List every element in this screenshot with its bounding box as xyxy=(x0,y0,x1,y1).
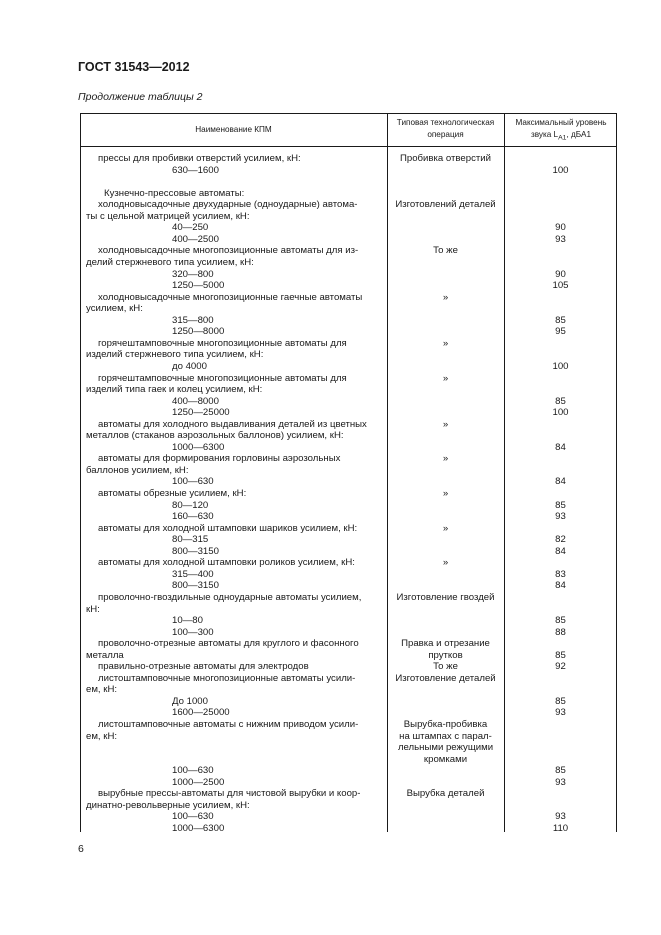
cell-operation: на штампах с парал- xyxy=(399,730,492,742)
table-row xyxy=(80,546,617,558)
cell-noise-level: 85 xyxy=(555,765,566,777)
cell-operation: Правка и отрезание xyxy=(401,638,490,650)
cell-name: усилием, кН: xyxy=(86,303,143,315)
table-row xyxy=(80,557,617,569)
table-row xyxy=(80,707,617,719)
table-row xyxy=(80,604,617,616)
cell-noise-level: 92 xyxy=(555,661,566,673)
table-row xyxy=(80,661,617,673)
cell-noise-level: 93 xyxy=(555,233,566,245)
cell-name: Кузнечно-прессовые автоматы: xyxy=(104,187,245,199)
cell-noise-level: 93 xyxy=(555,811,566,823)
cell-operation: Пробивка отверстий xyxy=(399,153,491,164)
column-header-name: Наименование КПМ xyxy=(195,125,272,134)
cell-name: 100—300 xyxy=(172,626,214,638)
document-code: ГОСТ 31543—2012 xyxy=(78,60,190,74)
table-row xyxy=(80,684,617,696)
table-row xyxy=(80,800,617,812)
table-row xyxy=(80,580,617,592)
cell-name: ем, кН: xyxy=(86,684,118,696)
cell-noise-level: 84 xyxy=(555,476,566,488)
cell-name: 10—80 xyxy=(172,615,203,626)
table-row xyxy=(80,211,617,223)
cell-name: 100—630 xyxy=(172,476,214,488)
cell-name: 80—120 xyxy=(172,499,209,511)
cell-name: 80—315 xyxy=(172,534,209,546)
table-row xyxy=(80,638,617,650)
cell-name: листоштамповочные многопозиционные автоматы усили- xyxy=(98,672,356,684)
cell-operation: » xyxy=(442,337,449,349)
cell-noise-level: 88 xyxy=(555,626,566,638)
cell-name: 315—800 xyxy=(172,314,214,326)
cell-name: 1000—2500 xyxy=(172,776,225,788)
table-row xyxy=(80,269,617,281)
table-row xyxy=(80,754,617,766)
cell-operation: Вырубка-пробивка xyxy=(403,719,488,730)
table-row xyxy=(80,338,617,350)
table-row xyxy=(80,292,617,304)
cell-name: ты с цельной матрицей усилием, кН: xyxy=(86,210,250,222)
table-row xyxy=(80,396,617,408)
cell-name: 100—630 xyxy=(172,811,214,823)
table-row xyxy=(80,765,617,777)
cell-noise-level: 100 xyxy=(552,360,569,372)
cell-noise-level: 93 xyxy=(555,707,566,719)
table-row xyxy=(80,592,617,604)
table-row xyxy=(80,349,617,361)
cell-name: горячештамповочные многопозиционные автоматы для xyxy=(98,337,347,349)
table-row xyxy=(80,257,617,269)
cell-name: холодновысадочные двухударные (одноударные) автома- xyxy=(98,199,358,211)
cell-name: 1600—25000 xyxy=(172,707,230,719)
cell-noise-level: 85 xyxy=(555,395,566,407)
column-header-noise-level: Максимальный уровень звука $L_{A1}$, дБА1 xyxy=(515,118,607,142)
cell-name: проволочно-гвоздильные одноударные автоматы усилием, xyxy=(98,591,362,603)
cell-name: 800—3150 xyxy=(172,580,219,592)
cell-noise-level: 85 xyxy=(555,499,566,511)
noise-table xyxy=(80,113,617,832)
table-row xyxy=(80,384,617,396)
cell-name: 800—3150 xyxy=(172,545,219,557)
table-row xyxy=(80,188,617,200)
cell-name: 400—2500 xyxy=(172,233,219,245)
table-row xyxy=(80,742,617,754)
cell-name: листоштамповочные автоматы с нижним приводом усили- xyxy=(98,719,359,730)
cell-noise-level: 84 xyxy=(555,580,566,592)
table-row xyxy=(80,523,617,535)
table-caption: Продолжение таблицы 2 xyxy=(78,91,203,103)
cell-name: проволочно-отрезные автоматы для круглого и фасонного xyxy=(98,638,359,650)
table-header-rule xyxy=(80,146,617,147)
cell-name: баллонов усилием, кН: xyxy=(86,464,189,476)
cell-operation: » xyxy=(442,522,449,534)
cell-operation: лельными режущими xyxy=(397,742,494,754)
cell-name: правильно-отрезные автоматы для электродов xyxy=(98,661,309,673)
cell-name: изделий типа гаек и колец усилием, кН: xyxy=(86,384,263,395)
table-row xyxy=(80,731,617,743)
table-row xyxy=(80,488,617,500)
cell-name: прессы для пробивки отверстий усилием, кН: xyxy=(98,153,301,164)
cell-noise-level: 85 xyxy=(555,695,566,707)
table-row xyxy=(80,719,617,731)
cell-operation: » xyxy=(442,291,449,303)
table-row xyxy=(80,234,617,246)
table-row xyxy=(80,373,617,385)
cell-operation: » xyxy=(442,372,449,384)
table-row xyxy=(80,199,617,211)
cell-name: 100—630 xyxy=(172,765,214,777)
cell-name: 1250—25000 xyxy=(172,407,230,419)
table-row xyxy=(80,165,617,177)
cell-name: автоматы обрезные усилием, кН: xyxy=(98,488,247,499)
cell-name: 400—8000 xyxy=(172,395,219,407)
cell-name: делий стержневого типа усилием, кН: xyxy=(86,256,254,268)
cell-noise-level: 100 xyxy=(552,407,569,419)
cell-name: До 1000 xyxy=(172,695,208,707)
cell-noise-level: 90 xyxy=(555,268,566,280)
cell-name: ем, кН: xyxy=(86,730,118,742)
cell-noise-level: 95 xyxy=(555,326,566,338)
table-row xyxy=(80,361,617,373)
cell-name: 1250—5000 xyxy=(172,280,225,292)
cell-name: металлов (стаканов аэрозольных баллонов) усилием, кН: xyxy=(86,430,344,442)
cell-name: горячештамповочные многопозиционные автоматы для xyxy=(98,372,347,384)
cell-operation: То же xyxy=(433,245,458,257)
page-number: 6 xyxy=(78,843,84,855)
table-row xyxy=(80,673,617,685)
table-row xyxy=(80,627,617,639)
cell-name: до 4000 xyxy=(172,360,207,372)
cell-name: холодновысадочные многопозиционные автоматы для из- xyxy=(98,245,359,257)
cell-operation: прутков xyxy=(428,649,463,661)
table-row xyxy=(80,326,617,338)
cell-name: кН: xyxy=(86,603,100,615)
table-row xyxy=(80,303,617,315)
table-row xyxy=(80,788,617,800)
cell-name: 1000—6300 xyxy=(172,822,225,834)
table-row xyxy=(80,245,617,257)
table-row xyxy=(80,442,617,454)
cell-name: 40—250 xyxy=(172,222,209,234)
table-row xyxy=(80,823,617,835)
table-row xyxy=(80,534,617,546)
table-row xyxy=(80,500,617,512)
table-row xyxy=(80,811,617,823)
cell-name: изделий стержневого типа усилием, кН: xyxy=(86,349,264,361)
cell-name: автоматы для холодной штамповки роликов усилием, кН: xyxy=(98,557,355,569)
table-row xyxy=(80,511,617,523)
table-row xyxy=(80,465,617,477)
table-row xyxy=(80,696,617,708)
cell-noise-level: 93 xyxy=(555,776,566,788)
table-row xyxy=(80,650,617,662)
cell-name: 320—800 xyxy=(172,268,214,280)
cell-name: 630—1600 xyxy=(172,164,219,176)
table-top-rule xyxy=(80,113,617,114)
cell-name: 1250—8000 xyxy=(172,326,225,338)
column-header-operation: Типовая технологическая операция xyxy=(396,118,495,139)
cell-name: вырубные прессы-автоматы для чистовой вырубки и коор- xyxy=(98,788,361,800)
cell-operation: Изготовление деталей xyxy=(395,672,496,684)
cell-noise-level: 100 xyxy=(552,164,569,176)
table-row xyxy=(80,615,617,627)
cell-noise-level: 85 xyxy=(555,314,566,326)
cell-noise-level: 83 xyxy=(555,568,566,580)
cell-operation: Вырубка деталей xyxy=(406,788,485,800)
table-row xyxy=(80,430,617,442)
cell-name: динатно-револьверные усилием, кН: xyxy=(86,799,250,811)
cell-noise-level: 110 xyxy=(552,822,569,834)
cell-noise-level: 85 xyxy=(555,615,566,626)
cell-noise-level: 82 xyxy=(555,534,566,546)
table-row xyxy=(80,453,617,465)
cell-operation: » xyxy=(442,453,449,465)
table-row xyxy=(80,407,617,419)
table-row xyxy=(80,222,617,234)
cell-operation: » xyxy=(442,488,449,499)
cell-noise-level: 93 xyxy=(555,511,566,523)
table-row xyxy=(80,777,617,789)
cell-name: 160—630 xyxy=(172,511,214,523)
cell-noise-level: 105 xyxy=(552,280,569,292)
cell-operation: кромками xyxy=(423,753,468,765)
cell-noise-level: 85 xyxy=(555,649,566,661)
cell-name: автоматы для холодного выдавливания деталей из цветных xyxy=(98,418,367,430)
cell-name: автоматы для холодной штамповки шариков усилием, кН: xyxy=(98,522,358,534)
cell-operation: Изготовлений деталей xyxy=(395,199,496,211)
cell-name: автоматы для формирования горловины аэрозольных xyxy=(98,453,341,465)
cell-operation: То же xyxy=(433,661,458,673)
cell-noise-level: 84 xyxy=(555,545,566,557)
cell-noise-level: 84 xyxy=(555,441,566,453)
cell-name: 315—400 xyxy=(172,568,214,580)
table-row xyxy=(80,315,617,327)
cell-name: 1000—6300 xyxy=(172,441,225,453)
cell-name: металла xyxy=(86,649,124,661)
table-row xyxy=(80,176,617,188)
table-row xyxy=(80,280,617,292)
table-row xyxy=(80,476,617,488)
cell-noise-level: 90 xyxy=(555,222,566,234)
table-row xyxy=(80,419,617,431)
cell-operation: Изготовление гвоздей xyxy=(396,591,495,603)
table-row xyxy=(80,153,617,165)
cell-operation: » xyxy=(442,418,449,430)
cell-operation: » xyxy=(442,557,449,569)
table-row xyxy=(80,569,617,581)
cell-name: холодновысадочные многопозиционные гаечные автоматы xyxy=(98,291,363,303)
